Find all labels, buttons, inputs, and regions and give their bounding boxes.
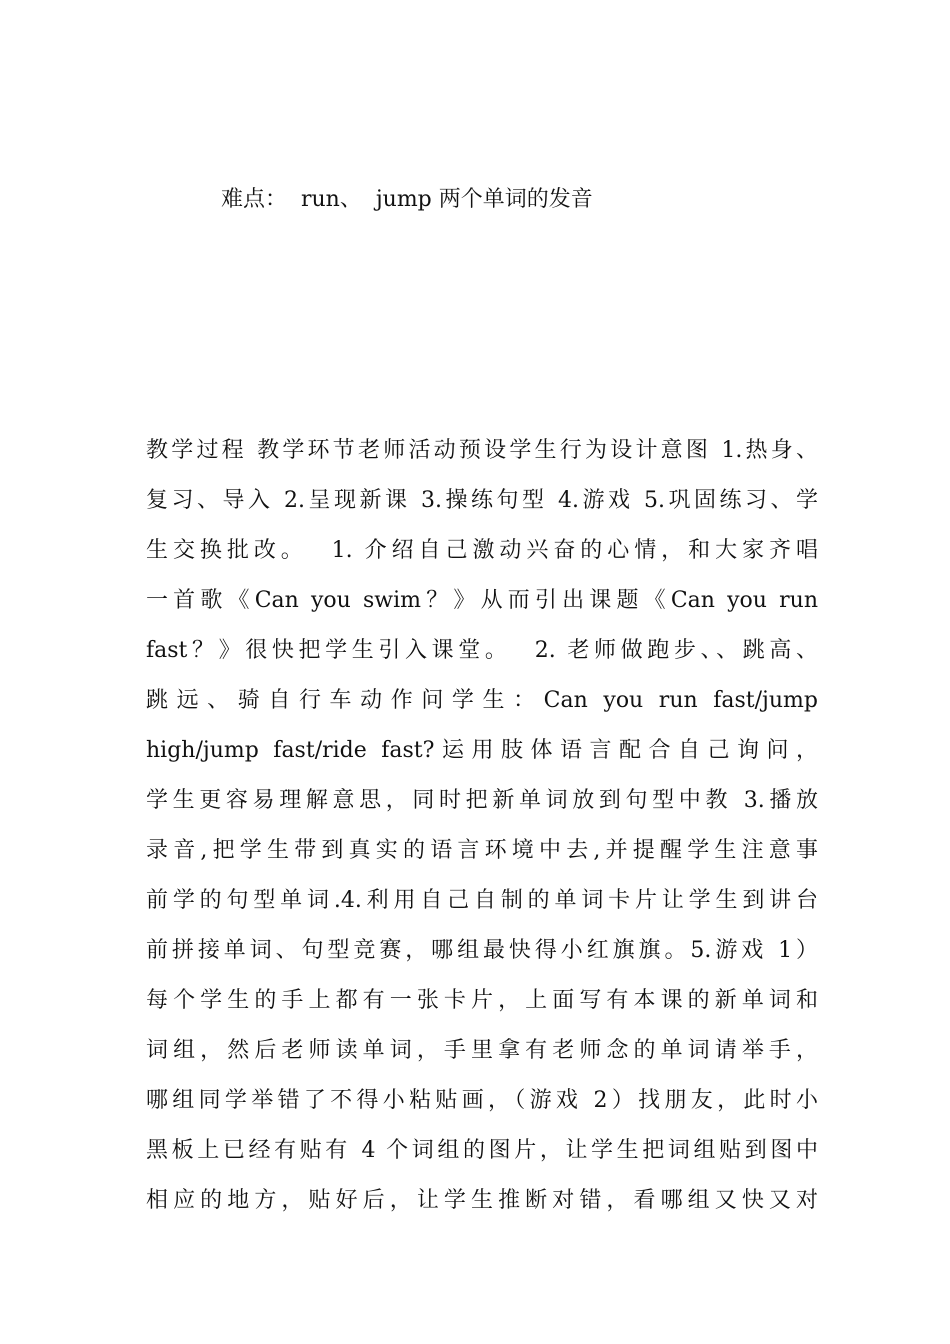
paragraph-line: 黑板上已经有贴有 4 个词组的图片，让学生把词组贴到图中	[146, 1138, 818, 1163]
paragraph-line: 哪组同学举错了不得小粘贴画，（游戏 2）找朋友，此时小	[146, 1088, 818, 1113]
paragraph-line: high/jump fast/ride fast?运用肢体语言配合自己询问，	[146, 738, 818, 763]
paragraph-line: 词组，然后老师读单词，手里拿有老师念的单词请举手，	[146, 1038, 818, 1063]
lesson-procedure-paragraph	[146, 426, 818, 1226]
paragraph-line: fast？》很快把学生引入课堂。 2. 老师做跑步、、跳高、	[146, 638, 818, 663]
paragraph-line: 复习、导入 2.呈现新课 3.操练句型 4.游戏 5.巩固练习、学	[146, 488, 818, 513]
paragraph-line: 一首歌《Can you swim？》从而引出课题《Can you run	[146, 588, 818, 613]
paragraph-line: 录音,把学生带到真实的语言环境中去,并提醒学生注意事	[146, 838, 818, 863]
paragraph-line: 相应的地方，贴好后，让学生推断对错，看哪组又快又对	[146, 1188, 818, 1213]
paragraph-line: 学生更容易理解意思，同时把新单词放到句型中教 3.播放	[146, 788, 818, 813]
difficulty-heading: 难点： run、 jump 两个单词的发音	[221, 187, 593, 212]
paragraph-line: 教学过程 教学环节老师活动预设学生行为设计意图 1.热身、	[146, 438, 818, 463]
paragraph-line: 前拼接单词、句型竞赛，哪组最快得小红旗旗。5.游戏 1）	[146, 938, 818, 963]
paragraph-line: 跳远、骑自行车动作问学生：Can you run fast/jump	[146, 688, 818, 713]
paragraph-line: 前学的句型单词.4.利用自己自制的单词卡片让学生到讲台	[146, 888, 818, 913]
paragraph-line: 每个学生的手上都有一张卡片，上面写有本课的新单词和	[146, 988, 818, 1013]
paragraph-line: 生交换批改。 1. 介绍自己激动兴奋的心情，和大家齐唱	[146, 538, 818, 563]
